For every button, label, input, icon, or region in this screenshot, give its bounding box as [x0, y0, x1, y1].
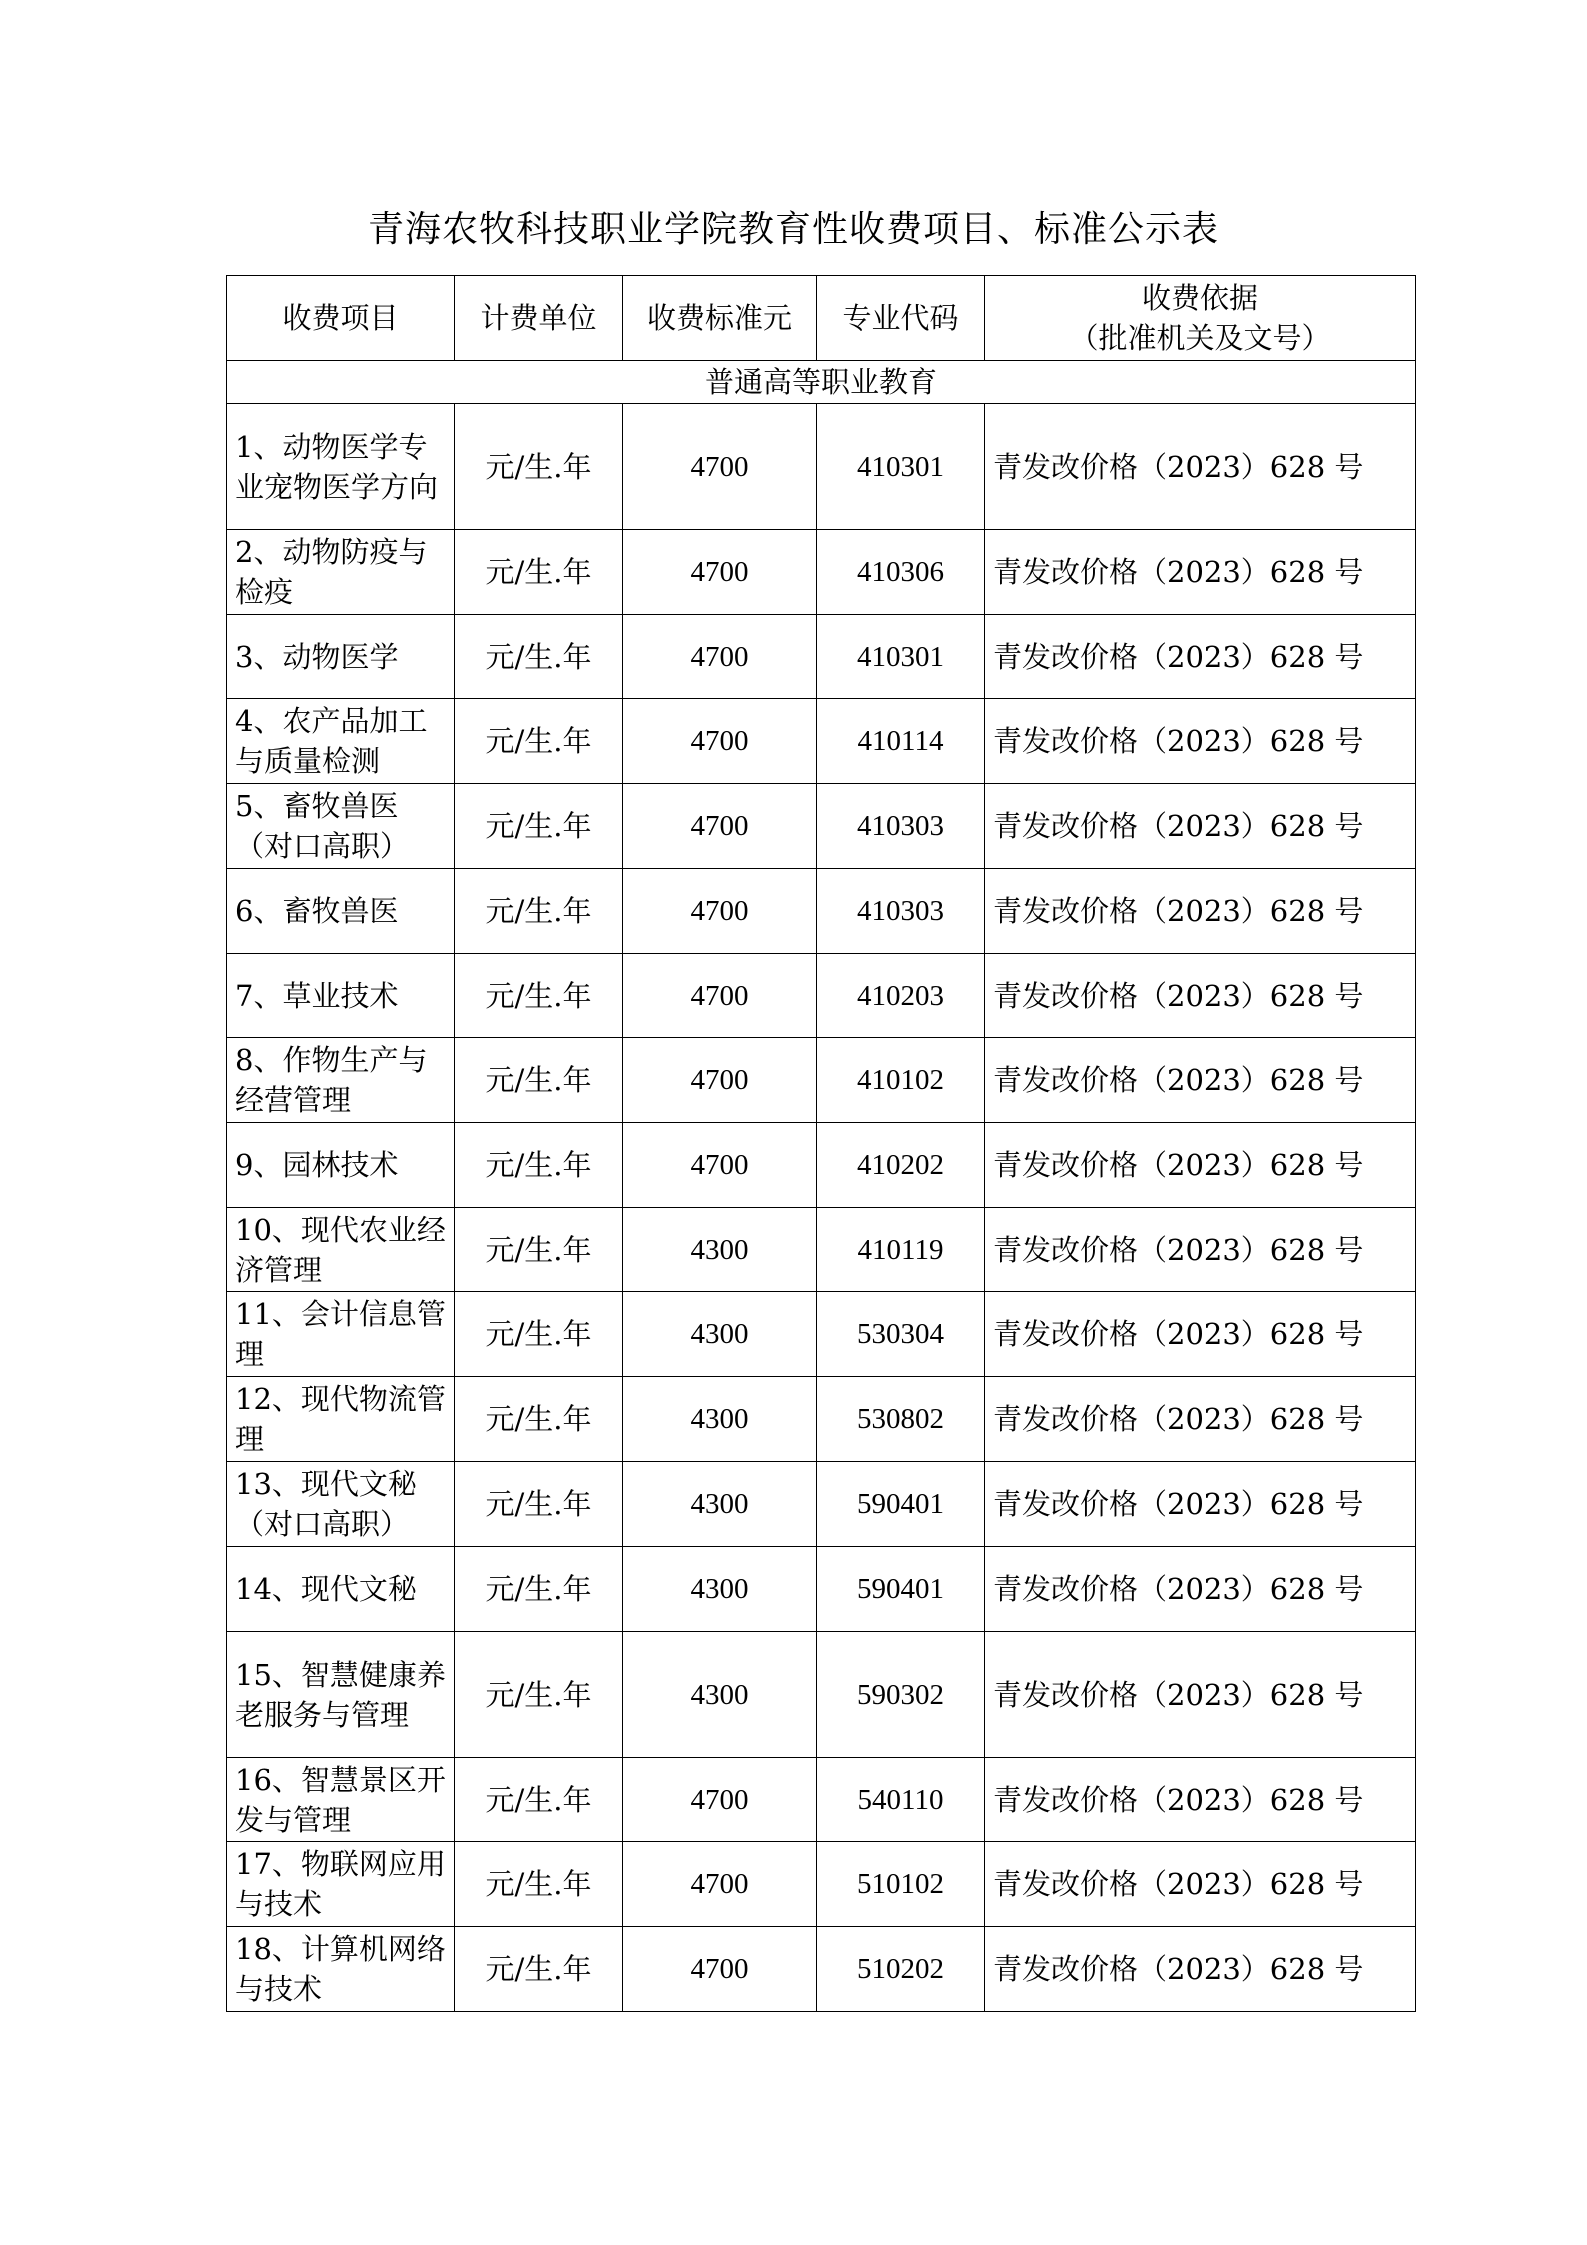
basis-cell: 青发改价格（2023）628 号 [985, 1632, 1416, 1758]
unit-cell: 元/生.年 [455, 1208, 623, 1292]
code-cell: 510202 [817, 1927, 985, 2012]
item-cell: 12、现代物流管理 [227, 1377, 455, 1462]
unit-cell: 元/生.年 [455, 1842, 623, 1927]
unit-cell: 元/生.年 [455, 1462, 623, 1547]
fee-cell: 4300 [623, 1462, 817, 1547]
table-row [227, 404, 1416, 530]
basis-cell: 青发改价格（2023）628 号 [985, 869, 1416, 954]
code-cell: 410202 [817, 1123, 985, 1208]
code-cell: 410102 [817, 1038, 985, 1123]
unit-cell: 元/生.年 [455, 1292, 623, 1377]
code-cell: 540110 [817, 1758, 985, 1842]
page-title: 青海农牧科技职业学院教育性收费项目、标准公示表 [367, 209, 1219, 250]
header-unit: 计费单位 [455, 276, 623, 361]
basis-cell: 青发改价格（2023）628 号 [985, 1462, 1416, 1547]
item-cell: 1、动物医学专业宠物医学方向 [227, 404, 455, 530]
fee-cell: 4700 [623, 1927, 817, 2012]
unit-cell: 元/生.年 [455, 1038, 623, 1123]
basis-cell: 青发改价格（2023）628 号 [985, 615, 1416, 699]
table-row [227, 530, 1416, 615]
table-row [227, 1292, 1416, 1377]
basis-cell: 青发改价格（2023）628 号 [985, 784, 1416, 869]
fee-cell: 4700 [623, 784, 817, 869]
table-row [227, 1208, 1416, 1292]
code-cell: 530802 [817, 1377, 985, 1462]
code-cell: 410119 [817, 1208, 985, 1292]
fee-cell: 4300 [623, 1377, 817, 1462]
code-cell: 410114 [817, 699, 985, 784]
item-cell: 16、智慧景区开发与管理 [227, 1758, 455, 1842]
basis-cell: 青发改价格（2023）628 号 [985, 1038, 1416, 1123]
fee-cell: 4300 [623, 1208, 817, 1292]
header-row [227, 276, 1416, 361]
basis-cell: 青发改价格（2023）628 号 [985, 954, 1416, 1038]
section-title: 普通高等职业教育 [227, 361, 1416, 404]
fee-cell: 4700 [623, 954, 817, 1038]
item-cell: 2、动物防疫与检疫 [227, 530, 455, 615]
table-row [227, 954, 1416, 1038]
unit-cell: 元/生.年 [455, 1123, 623, 1208]
fee-cell: 4700 [623, 869, 817, 954]
fee-cell: 4300 [623, 1547, 817, 1632]
fee-table [226, 275, 1416, 2012]
header-basis-line2: （批准机关及文号） [1069, 321, 1331, 355]
header-standard: 收费标准元 [623, 276, 817, 361]
table-row [227, 869, 1416, 954]
basis-cell: 青发改价格（2023）628 号 [985, 1208, 1416, 1292]
unit-cell: 元/生.年 [455, 954, 623, 1038]
basis-cell: 青发改价格（2023）628 号 [985, 1377, 1416, 1462]
unit-cell: 元/生.年 [455, 869, 623, 954]
basis-cell: 青发改价格（2023）628 号 [985, 404, 1416, 530]
unit-cell: 元/生.年 [455, 699, 623, 784]
fee-cell: 4700 [623, 1842, 817, 1927]
unit-cell: 元/生.年 [455, 1927, 623, 2012]
header-basis [985, 276, 1416, 361]
fee-cell: 4700 [623, 1038, 817, 1123]
table-row [227, 1377, 1416, 1462]
item-cell: 17、物联网应用与技术 [227, 1842, 455, 1927]
fee-cell: 4700 [623, 530, 817, 615]
table-row [227, 1927, 1416, 2012]
basis-cell: 青发改价格（2023）628 号 [985, 1842, 1416, 1927]
table-row [227, 1038, 1416, 1123]
unit-cell: 元/生.年 [455, 404, 623, 530]
item-cell: 5、畜牧兽医（对口高职） [227, 784, 455, 869]
table-row [227, 699, 1416, 784]
basis-cell: 青发改价格（2023）628 号 [985, 1547, 1416, 1632]
table-row [227, 1758, 1416, 1842]
code-cell: 410203 [817, 954, 985, 1038]
code-cell: 410306 [817, 530, 985, 615]
table-row [227, 615, 1416, 699]
table-row [227, 1123, 1416, 1208]
header-item: 收费项目 [227, 276, 455, 361]
item-cell: 9、园林技术 [227, 1123, 455, 1208]
header-basis-line1: 收费依据 [1141, 281, 1258, 315]
basis-cell: 青发改价格（2023）628 号 [985, 699, 1416, 784]
item-cell: 13、现代文秘（对口高职） [227, 1462, 455, 1547]
unit-cell: 元/生.年 [455, 615, 623, 699]
code-cell: 510102 [817, 1842, 985, 1927]
table-row [227, 1462, 1416, 1547]
unit-cell: 元/生.年 [455, 1547, 623, 1632]
fee-cell: 4700 [623, 615, 817, 699]
fee-cell: 4300 [623, 1632, 817, 1758]
fee-cell: 4700 [623, 1758, 817, 1842]
unit-cell: 元/生.年 [455, 1758, 623, 1842]
code-cell: 590401 [817, 1547, 985, 1632]
basis-cell: 青发改价格（2023）628 号 [985, 530, 1416, 615]
unit-cell: 元/生.年 [455, 1377, 623, 1462]
code-cell: 410301 [817, 615, 985, 699]
item-cell: 7、草业技术 [227, 954, 455, 1038]
section-row [227, 361, 1416, 404]
item-cell: 18、计算机网络与技术 [227, 1927, 455, 2012]
item-cell: 6、畜牧兽医 [227, 869, 455, 954]
header-code: 专业代码 [817, 276, 985, 361]
fee-cell: 4700 [623, 699, 817, 784]
basis-cell: 青发改价格（2023）628 号 [985, 1292, 1416, 1377]
code-cell: 410303 [817, 784, 985, 869]
basis-cell: 青发改价格（2023）628 号 [985, 1758, 1416, 1842]
unit-cell: 元/生.年 [455, 530, 623, 615]
basis-cell: 青发改价格（2023）628 号 [985, 1123, 1416, 1208]
item-cell: 8、作物生产与经营管理 [227, 1038, 455, 1123]
table-row [227, 1547, 1416, 1632]
code-cell: 590302 [817, 1632, 985, 1758]
table-row [227, 784, 1416, 869]
item-cell: 15、智慧健康养老服务与管理 [227, 1632, 455, 1758]
code-cell: 410301 [817, 404, 985, 530]
item-cell: 11、会计信息管理 [227, 1292, 455, 1377]
unit-cell: 元/生.年 [455, 784, 623, 869]
item-cell: 10、现代农业经济管理 [227, 1208, 455, 1292]
code-cell: 530304 [817, 1292, 985, 1377]
table-row [227, 1632, 1416, 1758]
table-row [227, 1842, 1416, 1927]
basis-cell: 青发改价格（2023）628 号 [985, 1927, 1416, 2012]
item-cell: 3、动物医学 [227, 615, 455, 699]
fee-cell: 4700 [623, 1123, 817, 1208]
item-cell: 14、现代文秘 [227, 1547, 455, 1632]
fee-cell: 4300 [623, 1292, 817, 1377]
item-cell: 4、农产品加工与质量检测 [227, 699, 455, 784]
code-cell: 590401 [817, 1462, 985, 1547]
unit-cell: 元/生.年 [455, 1632, 623, 1758]
fee-cell: 4700 [623, 404, 817, 530]
code-cell: 410303 [817, 869, 985, 954]
